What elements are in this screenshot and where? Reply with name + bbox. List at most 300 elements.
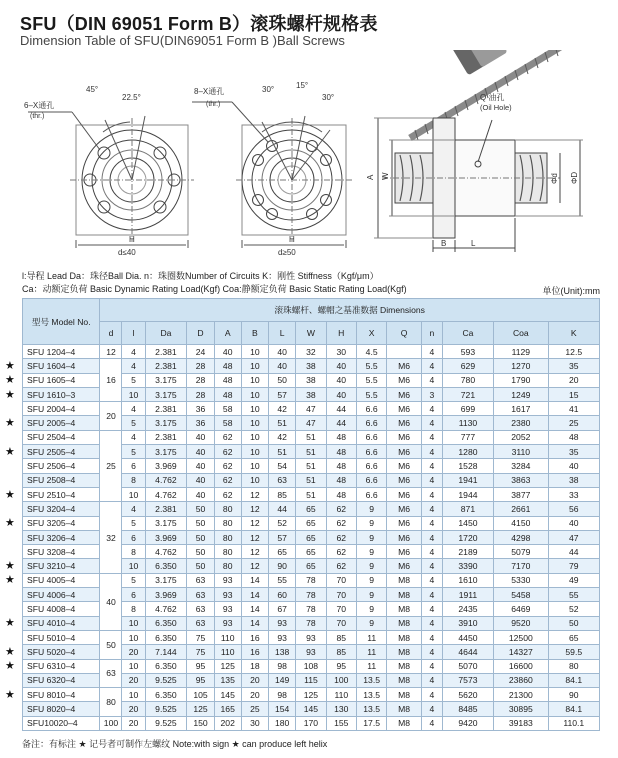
cell-l: 4 bbox=[122, 402, 145, 416]
cell-ca: 3910 bbox=[442, 616, 493, 630]
cell-w: 51 bbox=[296, 459, 326, 473]
cell-q: M6 bbox=[387, 530, 422, 544]
cell-n: 4 bbox=[421, 545, 442, 559]
cell-h: 130 bbox=[326, 702, 356, 716]
cell-l: 20 bbox=[122, 645, 145, 659]
cell-b: 10 bbox=[241, 445, 268, 459]
model-cell: SFU 3208–4 bbox=[23, 545, 100, 559]
table-row bbox=[23, 402, 600, 416]
cell-coa: 2661 bbox=[494, 502, 548, 516]
cell-n: 4 bbox=[421, 345, 442, 359]
cell-ca: 1610 bbox=[442, 573, 493, 587]
cell-l: 50 bbox=[269, 373, 296, 387]
cell-w: 78 bbox=[296, 602, 326, 616]
cell-da: 3.175 bbox=[145, 516, 187, 530]
cell-ca: 3390 bbox=[442, 559, 493, 573]
cell-l: 85 bbox=[269, 487, 296, 501]
model-cell: SFU 4008–4 bbox=[23, 602, 100, 616]
cell-ca: 8485 bbox=[442, 702, 493, 716]
spec-table bbox=[22, 298, 600, 731]
cell-k: 52 bbox=[548, 602, 599, 616]
cell-w: 38 bbox=[296, 387, 326, 401]
cell-a: 48 bbox=[214, 373, 241, 387]
cell-d: 40 bbox=[187, 459, 214, 473]
column-header: K bbox=[548, 322, 599, 345]
cell-b: 10 bbox=[241, 345, 268, 359]
fig1-hole-label: 6–X通孔 bbox=[24, 101, 55, 110]
fig3-l-label: L bbox=[471, 239, 476, 248]
cell-a: 93 bbox=[214, 573, 241, 587]
left-helix-star-icon: ★ bbox=[5, 374, 15, 387]
fig1-d-label: d≤40 bbox=[118, 248, 136, 257]
cell-ca: 1944 bbox=[442, 487, 493, 501]
cell-coa: 16600 bbox=[494, 659, 548, 673]
cell-d: 40 bbox=[187, 445, 214, 459]
cell-n: 4 bbox=[421, 359, 442, 373]
cell-d: 28 bbox=[187, 387, 214, 401]
cell-n: 4 bbox=[421, 588, 442, 602]
column-header: Coa bbox=[494, 322, 548, 345]
cell-l: 138 bbox=[269, 645, 296, 659]
cell-a: 110 bbox=[214, 630, 241, 644]
table-row bbox=[23, 430, 600, 444]
cell-d: 40 bbox=[187, 473, 214, 487]
cell-da: 6.350 bbox=[145, 630, 187, 644]
cell-da: 6.350 bbox=[145, 559, 187, 573]
model-cell: SFU 3205–4 bbox=[23, 516, 100, 530]
model-header: 型号 Model No. bbox=[23, 299, 100, 345]
fig2-angle-15: 15° bbox=[296, 81, 309, 90]
cell-l: 40 bbox=[269, 359, 296, 373]
cell-coa: 2380 bbox=[494, 416, 548, 430]
cell-da: 2.381 bbox=[145, 430, 187, 444]
left-helix-star-icon: ★ bbox=[5, 574, 15, 587]
cell-b: 25 bbox=[241, 702, 268, 716]
cell-a: 93 bbox=[214, 602, 241, 616]
cell-k: 38 bbox=[548, 473, 599, 487]
cell-coa: 5458 bbox=[494, 588, 548, 602]
cell-da: 3.175 bbox=[145, 573, 187, 587]
diameter-cell: 100 bbox=[100, 716, 122, 730]
cell-b: 20 bbox=[241, 688, 268, 702]
cell-ca: 4450 bbox=[442, 630, 493, 644]
cell-b: 14 bbox=[241, 573, 268, 587]
cell-w: 65 bbox=[296, 530, 326, 544]
fig3-a-label: A bbox=[366, 174, 375, 180]
cell-coa: 1249 bbox=[494, 387, 548, 401]
cell-w: 51 bbox=[296, 487, 326, 501]
cell-n: 4 bbox=[421, 630, 442, 644]
cell-x: 11 bbox=[356, 659, 386, 673]
cell-h: 48 bbox=[326, 430, 356, 444]
cell-h: 48 bbox=[326, 473, 356, 487]
cell-h: 48 bbox=[326, 445, 356, 459]
diameter-cell: 63 bbox=[100, 659, 122, 688]
cell-ca: 9420 bbox=[442, 716, 493, 730]
cell-coa: 23860 bbox=[494, 673, 548, 687]
column-header: W bbox=[296, 322, 326, 345]
cell-h: 44 bbox=[326, 416, 356, 430]
cell-a: 48 bbox=[214, 387, 241, 401]
cell-l: 40 bbox=[269, 345, 296, 359]
cell-a: 58 bbox=[214, 416, 241, 430]
cell-l: 54 bbox=[269, 459, 296, 473]
cell-h: 85 bbox=[326, 645, 356, 659]
cell-ca: 629 bbox=[442, 359, 493, 373]
cell-d: 63 bbox=[187, 588, 214, 602]
cell-l: 5 bbox=[122, 416, 145, 430]
cell-q: M8 bbox=[387, 645, 422, 659]
cell-k: 40 bbox=[548, 516, 599, 530]
cell-coa: 1790 bbox=[494, 373, 548, 387]
cell-l: 90 bbox=[269, 559, 296, 573]
column-header: l bbox=[122, 322, 145, 345]
cell-ca: 699 bbox=[442, 402, 493, 416]
cell-coa: 2052 bbox=[494, 430, 548, 444]
cell-a: 40 bbox=[214, 345, 241, 359]
cell-l: 57 bbox=[269, 387, 296, 401]
cell-n: 4 bbox=[421, 430, 442, 444]
fig1-angle-45: 45° bbox=[86, 85, 99, 94]
unit-label: 单位(Unit):mm bbox=[542, 286, 600, 296]
cell-ca: 5070 bbox=[442, 659, 493, 673]
cell-w: 170 bbox=[296, 716, 326, 730]
cell-da: 3.969 bbox=[145, 459, 187, 473]
model-cell: SFU 2505–4 bbox=[23, 445, 100, 459]
column-header: d bbox=[100, 322, 122, 345]
cell-l: 180 bbox=[269, 716, 296, 730]
column-header: Ca bbox=[442, 322, 493, 345]
cell-n: 4 bbox=[421, 530, 442, 544]
cell-q: M8 bbox=[387, 588, 422, 602]
cell-q: M6 bbox=[387, 516, 422, 530]
cell-l: 4 bbox=[122, 502, 145, 516]
model-cell: SFU10020–4 bbox=[23, 716, 100, 730]
table-row bbox=[23, 345, 600, 359]
cell-d: 24 bbox=[187, 345, 214, 359]
cell-l: 154 bbox=[269, 702, 296, 716]
cell-x: 4.5 bbox=[356, 345, 386, 359]
cell-l: 44 bbox=[269, 502, 296, 516]
cell-q: M8 bbox=[387, 602, 422, 616]
fig3-w-label: W bbox=[381, 172, 390, 180]
table-row bbox=[23, 688, 600, 702]
cell-w: 51 bbox=[296, 430, 326, 444]
cell-b: 12 bbox=[241, 559, 268, 573]
cell-b: 14 bbox=[241, 616, 268, 630]
cell-h: 70 bbox=[326, 588, 356, 602]
table-row bbox=[23, 502, 600, 516]
cell-ca: 4644 bbox=[442, 645, 493, 659]
cell-h: 30 bbox=[326, 345, 356, 359]
column-header: L bbox=[269, 322, 296, 345]
cell-da: 7.144 bbox=[145, 645, 187, 659]
cell-l: 149 bbox=[269, 673, 296, 687]
table-row bbox=[23, 359, 600, 373]
cell-coa: 4298 bbox=[494, 530, 548, 544]
cell-h: 40 bbox=[326, 387, 356, 401]
cell-n: 4 bbox=[421, 459, 442, 473]
cell-k: 49 bbox=[548, 573, 599, 587]
cell-n: 4 bbox=[421, 473, 442, 487]
cell-coa: 21300 bbox=[494, 688, 548, 702]
cell-l: 8 bbox=[122, 545, 145, 559]
model-cell: SFU 5020–4 bbox=[23, 645, 100, 659]
cell-w: 78 bbox=[296, 588, 326, 602]
cell-l: 5 bbox=[122, 445, 145, 459]
fig3-dia-d-label: Φd bbox=[550, 173, 559, 184]
cell-x: 6.6 bbox=[356, 430, 386, 444]
cell-k: 55 bbox=[548, 588, 599, 602]
cell-q: M8 bbox=[387, 716, 422, 730]
cell-w: 51 bbox=[296, 445, 326, 459]
cell-ca: 1941 bbox=[442, 473, 493, 487]
cell-n: 4 bbox=[421, 445, 442, 459]
cell-w: 108 bbox=[296, 659, 326, 673]
cell-da: 6.350 bbox=[145, 616, 187, 630]
cell-d: 150 bbox=[187, 716, 214, 730]
cell-x: 9 bbox=[356, 588, 386, 602]
model-cell: SFU 4010–4 bbox=[23, 616, 100, 630]
cell-h: 44 bbox=[326, 402, 356, 416]
cell-w: 51 bbox=[296, 473, 326, 487]
cell-b: 10 bbox=[241, 359, 268, 373]
cell-h: 110 bbox=[326, 688, 356, 702]
cell-b: 10 bbox=[241, 387, 268, 401]
cell-d: 95 bbox=[187, 673, 214, 687]
diameter-cell: 12 bbox=[100, 345, 122, 359]
cell-coa: 3877 bbox=[494, 487, 548, 501]
cell-q: M6 bbox=[387, 473, 422, 487]
cell-h: 62 bbox=[326, 545, 356, 559]
flange-drawing-d50 bbox=[192, 102, 352, 248]
diameter-cell: 16 bbox=[100, 359, 122, 402]
cell-q: M8 bbox=[387, 702, 422, 716]
cell-q: M6 bbox=[387, 487, 422, 501]
cell-l: 10 bbox=[122, 487, 145, 501]
cell-ca: 721 bbox=[442, 387, 493, 401]
cell-l: 10 bbox=[122, 688, 145, 702]
cell-l: 6 bbox=[122, 530, 145, 544]
cell-d: 36 bbox=[187, 402, 214, 416]
cell-x: 6.6 bbox=[356, 445, 386, 459]
cell-q: M6 bbox=[387, 373, 422, 387]
cell-b: 20 bbox=[241, 673, 268, 687]
cell-w: 145 bbox=[296, 702, 326, 716]
cell-b: 12 bbox=[241, 516, 268, 530]
cell-q: M8 bbox=[387, 659, 422, 673]
model-cell: SFU 6320–4 bbox=[23, 673, 100, 687]
fig3-b-label: B bbox=[441, 239, 447, 248]
left-helix-star-icon: ★ bbox=[5, 560, 15, 573]
fig3-oil-hole-label: Q 油孔 bbox=[480, 93, 505, 102]
cell-l: 10 bbox=[122, 616, 145, 630]
cell-x: 6.6 bbox=[356, 459, 386, 473]
column-header: n bbox=[421, 322, 442, 345]
cell-n: 4 bbox=[421, 716, 442, 730]
model-cell: SFU 8020–4 bbox=[23, 702, 100, 716]
fig2-h-label: H bbox=[289, 235, 295, 244]
cell-l: 42 bbox=[269, 430, 296, 444]
cell-coa: 1270 bbox=[494, 359, 548, 373]
cell-w: 38 bbox=[296, 373, 326, 387]
cell-da: 2.381 bbox=[145, 402, 187, 416]
cell-k: 12.5 bbox=[548, 345, 599, 359]
cell-q: M6 bbox=[387, 559, 422, 573]
cell-a: 165 bbox=[214, 702, 241, 716]
cell-b: 16 bbox=[241, 645, 268, 659]
cell-h: 62 bbox=[326, 516, 356, 530]
cell-k: 48 bbox=[548, 430, 599, 444]
cell-da: 3.175 bbox=[145, 387, 187, 401]
cell-b: 10 bbox=[241, 402, 268, 416]
cell-a: 110 bbox=[214, 645, 241, 659]
cell-ca: 2189 bbox=[442, 545, 493, 559]
cell-coa: 3863 bbox=[494, 473, 548, 487]
dimensions-header: 滚珠螺杆、螺帽之基准数据 Dimensions bbox=[100, 299, 600, 322]
cell-b: 18 bbox=[241, 659, 268, 673]
cell-coa: 5330 bbox=[494, 573, 548, 587]
cell-k: 25 bbox=[548, 416, 599, 430]
cell-q: M6 bbox=[387, 545, 422, 559]
cell-x: 11 bbox=[356, 645, 386, 659]
table-row bbox=[23, 659, 600, 673]
cell-q: M8 bbox=[387, 688, 422, 702]
fig3-oil-hole-en: (Oil Hole) bbox=[480, 103, 512, 112]
model-cell: SFU 5010–4 bbox=[23, 630, 100, 644]
cell-h: 70 bbox=[326, 616, 356, 630]
cell-d: 28 bbox=[187, 359, 214, 373]
cell-w: 47 bbox=[296, 402, 326, 416]
cell-da: 2.381 bbox=[145, 345, 187, 359]
cell-x: 13.5 bbox=[356, 702, 386, 716]
cell-b: 10 bbox=[241, 459, 268, 473]
cell-coa: 30895 bbox=[494, 702, 548, 716]
cell-l: 6 bbox=[122, 459, 145, 473]
column-header: Q bbox=[387, 322, 422, 345]
cell-a: 62 bbox=[214, 445, 241, 459]
cell-a: 80 bbox=[214, 545, 241, 559]
fig3-dia-D-label: ΦD bbox=[570, 171, 579, 184]
cell-ca: 777 bbox=[442, 430, 493, 444]
cell-h: 155 bbox=[326, 716, 356, 730]
cell-ca: 1911 bbox=[442, 588, 493, 602]
cell-l: 60 bbox=[269, 588, 296, 602]
cell-k: 20 bbox=[548, 373, 599, 387]
cell-coa: 12500 bbox=[494, 630, 548, 644]
cell-da: 3.175 bbox=[145, 416, 187, 430]
column-header: Da bbox=[145, 322, 187, 345]
cell-n: 4 bbox=[421, 688, 442, 702]
cell-l: 63 bbox=[269, 473, 296, 487]
cell-x: 11 bbox=[356, 630, 386, 644]
cell-b: 10 bbox=[241, 473, 268, 487]
cell-da: 9.525 bbox=[145, 702, 187, 716]
model-cell: SFU 3206–4 bbox=[23, 530, 100, 544]
cell-x: 9 bbox=[356, 545, 386, 559]
model-cell: SFU 1605–4 bbox=[23, 373, 100, 387]
cell-l: 93 bbox=[269, 630, 296, 644]
cell-k: 47 bbox=[548, 530, 599, 544]
diameter-cell: 80 bbox=[100, 688, 122, 717]
cell-a: 80 bbox=[214, 559, 241, 573]
cell-da: 4.762 bbox=[145, 545, 187, 559]
model-cell: SFU 6310–4 bbox=[23, 659, 100, 673]
cell-l: 42 bbox=[269, 402, 296, 416]
cell-a: 80 bbox=[214, 502, 241, 516]
diameter-cell: 20 bbox=[100, 402, 122, 431]
cell-l: 51 bbox=[269, 416, 296, 430]
cell-l: 5 bbox=[122, 573, 145, 587]
cell-l: 10 bbox=[122, 659, 145, 673]
cell-d: 28 bbox=[187, 373, 214, 387]
cell-da: 2.381 bbox=[145, 502, 187, 516]
cell-k: 50 bbox=[548, 616, 599, 630]
cell-q: M6 bbox=[387, 459, 422, 473]
left-helix-star-icon: ★ bbox=[5, 645, 15, 658]
cell-d: 105 bbox=[187, 688, 214, 702]
cell-k: 41 bbox=[548, 402, 599, 416]
cell-b: 10 bbox=[241, 416, 268, 430]
cell-coa: 3110 bbox=[494, 445, 548, 459]
page-subtitle: Dimension Table of SFU(DIN69051 Form B )Ball Screws bbox=[20, 33, 345, 48]
cell-a: 93 bbox=[214, 616, 241, 630]
cell-q: M6 bbox=[387, 402, 422, 416]
model-cell: SFU 2504–4 bbox=[23, 430, 100, 444]
cell-a: 93 bbox=[214, 588, 241, 602]
left-helix-star-icon: ★ bbox=[5, 417, 15, 430]
cell-d: 75 bbox=[187, 630, 214, 644]
cell-h: 70 bbox=[326, 573, 356, 587]
cell-h: 40 bbox=[326, 359, 356, 373]
cell-k: 79 bbox=[548, 559, 599, 573]
cell-x: 9 bbox=[356, 602, 386, 616]
cell-n: 4 bbox=[421, 402, 442, 416]
left-helix-star-icon: ★ bbox=[5, 359, 15, 372]
cell-k: 59.5 bbox=[548, 645, 599, 659]
cell-w: 115 bbox=[296, 673, 326, 687]
cell-b: 16 bbox=[241, 630, 268, 644]
cell-n: 4 bbox=[421, 487, 442, 501]
cell-l: 4 bbox=[122, 359, 145, 373]
legend-line-2: Ca：动额定负荷 Basic Dynamic Rating Load(Kgf) Coa:静额定负荷 Basic Static Rating Load(Kgf) bbox=[22, 284, 407, 294]
cell-w: 65 bbox=[296, 502, 326, 516]
cell-b: 12 bbox=[241, 487, 268, 501]
column-header: B bbox=[241, 322, 268, 345]
cell-a: 202 bbox=[214, 716, 241, 730]
model-cell: SFU 1604–4 bbox=[23, 359, 100, 373]
cell-ca: 1720 bbox=[442, 530, 493, 544]
cell-b: 12 bbox=[241, 530, 268, 544]
model-cell: SFU 1204–4 bbox=[23, 345, 100, 359]
cell-l: 8 bbox=[122, 473, 145, 487]
cell-h: 85 bbox=[326, 630, 356, 644]
cell-b: 14 bbox=[241, 588, 268, 602]
cell-coa: 9520 bbox=[494, 616, 548, 630]
cell-d: 50 bbox=[187, 502, 214, 516]
cell-w: 38 bbox=[296, 359, 326, 373]
cell-n: 4 bbox=[421, 602, 442, 616]
cell-x: 9 bbox=[356, 616, 386, 630]
cell-n: 4 bbox=[421, 502, 442, 516]
cell-q: M8 bbox=[387, 630, 422, 644]
cell-ca: 780 bbox=[442, 373, 493, 387]
cell-k: 40 bbox=[548, 459, 599, 473]
cell-k: 35 bbox=[548, 445, 599, 459]
cell-q: M6 bbox=[387, 502, 422, 516]
left-helix-star-icon: ★ bbox=[5, 445, 15, 458]
cell-da: 2.381 bbox=[145, 359, 187, 373]
